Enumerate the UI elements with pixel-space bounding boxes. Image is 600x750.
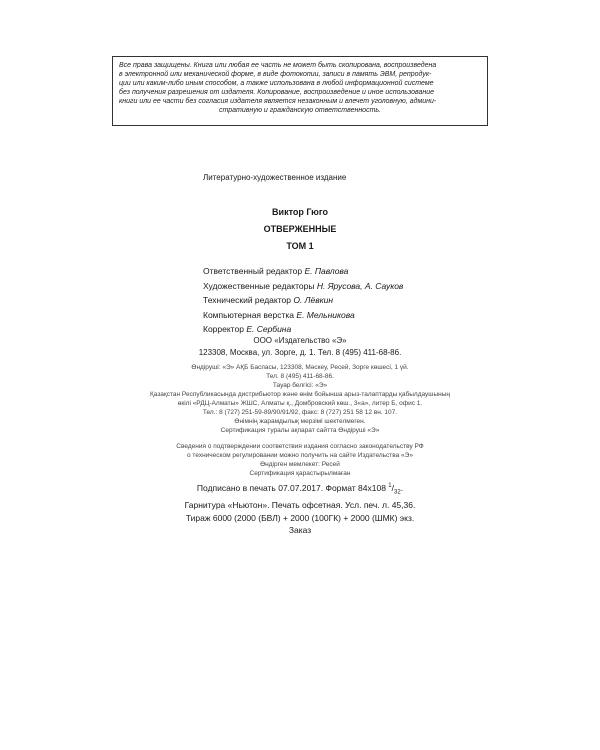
- staff-name: О. Лёвкин: [293, 295, 334, 305]
- cert-line: Сведения о подтверждении соответствия издания согласно законодательству РФ: [176, 443, 424, 450]
- kz-manufacturer-info: [0, 363, 600, 435]
- staff-role: Корректор: [203, 324, 244, 334]
- format-denominator: 32: [394, 489, 401, 496]
- kz-line: Тел.: 8 (727) 251-59-89/90/91/92, факс: 8 (727) 251 58 12 вн. 107.: [202, 409, 398, 416]
- print-signed-line: Подписано в печать 07.07.2017. Формат 84x108 $^1/_{32}$.: [196, 482, 404, 496]
- copyright-line: Все права защищены. Книга или любая ее часть не может быть скопирована, воспроизведена: [119, 62, 437, 69]
- copyright-line: стративную и гражданскую ответственность.: [218, 107, 382, 114]
- staff-name: Е. Мельникова: [296, 309, 355, 320]
- staff-line: [203, 264, 403, 279]
- staff-role: Технический редактор: [203, 295, 291, 305]
- book-title: ОТВЕРЖЕННЫЕ: [263, 224, 337, 234]
- print-typeface: Гарнитура «Ньютон». Печать офсетная. Усл. печ. л. 45,36.: [184, 500, 416, 511]
- kz-line: Қазақстан Республикасында дистрибьютор және өнім бойынша арыз-талаптарды қабылдаушының: [149, 391, 451, 398]
- kz-line: Сертификация туралы ақпарат сайтта Өндіруші «Э»: [220, 427, 380, 434]
- author: Виктор Гюго: [272, 207, 328, 217]
- kz-line: Тауар белгісі: «Э»: [272, 382, 328, 389]
- staff-role: Художественные редакторы: [203, 280, 315, 291]
- publisher-name: ООО «Издательство «Э»: [253, 336, 347, 345]
- copyright-line: в электронной или механической форме, в виде фотокопии, записи в память ЭВМ, репродук-: [119, 71, 432, 78]
- print-details: [0, 480, 600, 537]
- publisher-address: 123308, Москва, ул. Зорге, д. 1. Тел. 8 (495) 411-68-86.: [198, 348, 402, 357]
- kz-line: Өнімнің жарамдылық мерзімі шектелмеген.: [234, 418, 366, 425]
- copyright-line: книги или ее части без согласия издателя является незаконным и влечет уголовную, админи-: [119, 98, 437, 105]
- edition-type: Литературно-художественное издание: [203, 173, 347, 182]
- print-run: Тираж 6000 (2000 (БВЛ) + 2000 (100ГК) + 2000 (ШМК) экз.: [185, 512, 415, 523]
- copyright-line: без получения разрешения от издателя. Копирование, воспроизведение и иное использование: [119, 89, 435, 96]
- staff-list: [203, 264, 403, 337]
- print-order: Заказ: [288, 525, 312, 536]
- staff-name: Н. Ярусова, А. Сауков: [316, 280, 404, 291]
- volume-label: ТОМ 1: [286, 241, 314, 251]
- staff-line: [203, 293, 403, 308]
- staff-line: [203, 279, 403, 294]
- copyright-line: ции или каким-либо иным способом, а также использована в любой информационной системе: [119, 80, 434, 87]
- kz-line: Өндіруші: «Э» АҚБ Баспасы, 123308, Мәскеу, Ресей, Зорге көшесі, 1 үй.: [191, 364, 409, 371]
- staff-role: Компьютерная верстка: [203, 309, 295, 320]
- staff-name: Е. Павлова: [304, 266, 349, 276]
- staff-role: Ответственный редактор: [203, 266, 303, 276]
- kz-line: өкілі «РДЦ-Алматы» ЖШС, Алматы қ., Домбровский көш., 3«а», литер Б, офис 1.: [177, 400, 423, 407]
- cert-line: Сертификация қарастырылмаған: [249, 470, 351, 477]
- copyright-notice: [112, 56, 488, 126]
- staff-line: [203, 308, 403, 323]
- cert-line: Өндірген мемлекет: Ресей: [260, 461, 340, 468]
- format-numerator: 1: [388, 483, 392, 489]
- publisher-info: [0, 335, 600, 359]
- cert-line: о техническом регулировании можно получить на сайте Издательства «Э»: [187, 452, 413, 459]
- kz-line: Тел. 8 (495) 411-68-86.: [266, 373, 334, 380]
- staff-name: Е. Сербина: [246, 324, 292, 334]
- certification-info: [0, 442, 600, 478]
- print-signed: Подписано в печать 07.07.2017. Формат 84x108: [196, 482, 389, 493]
